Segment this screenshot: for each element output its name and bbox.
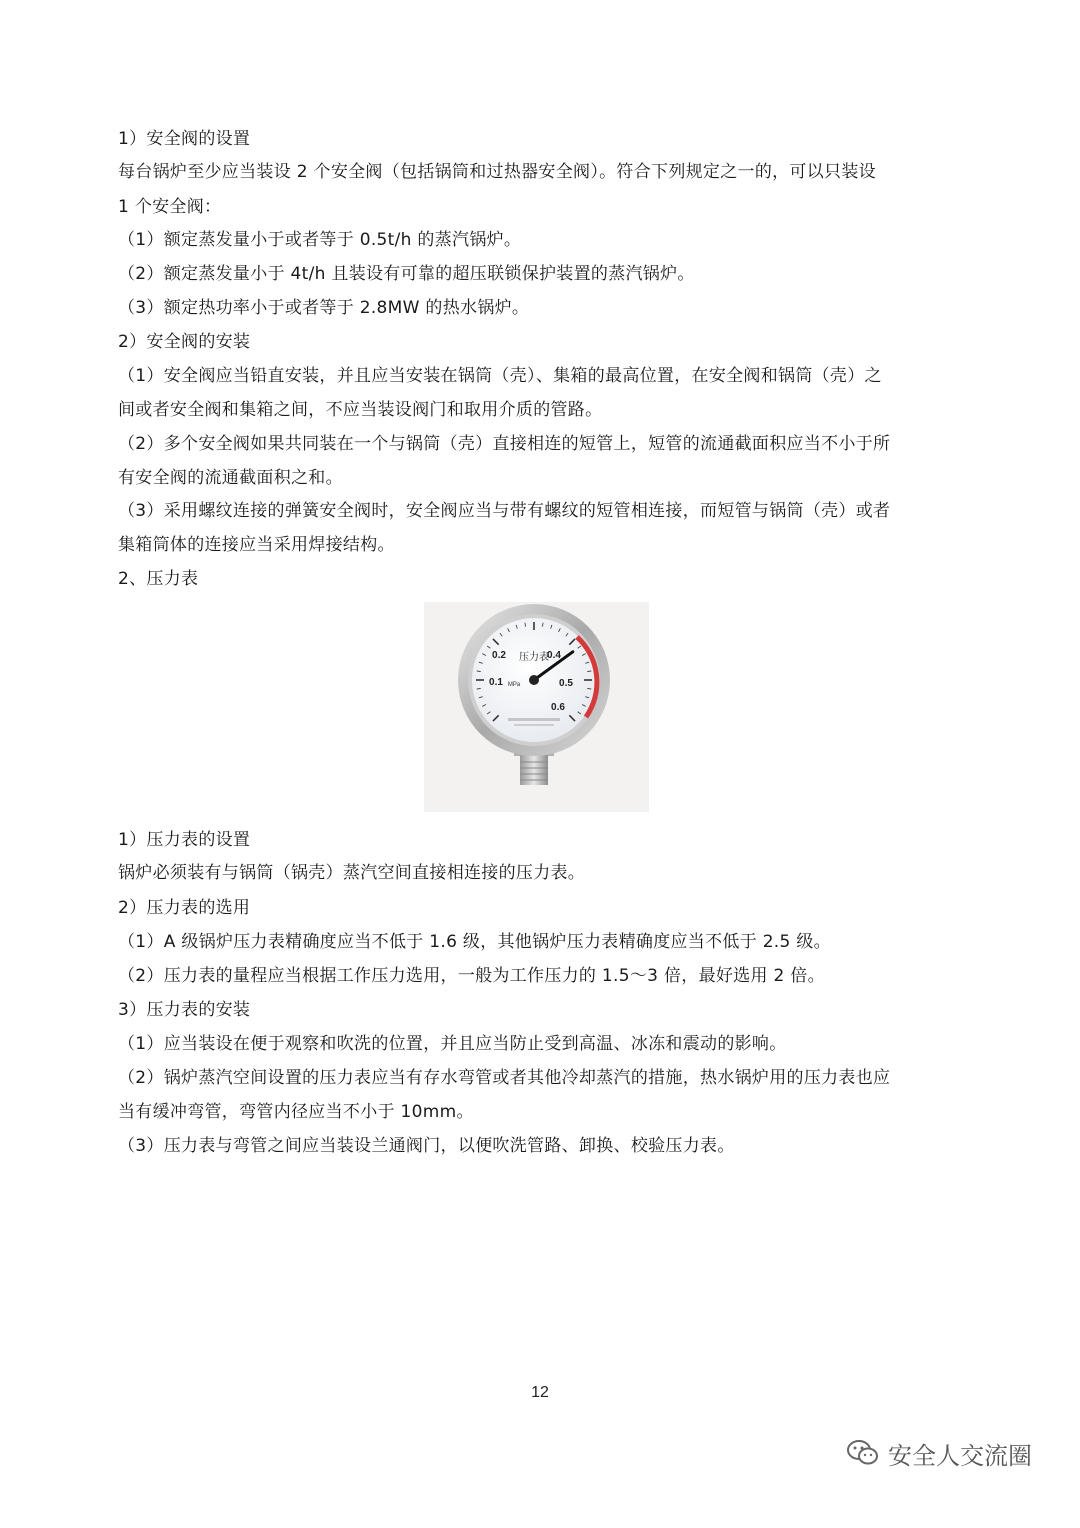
list-item: （1）应当装设在便于观察和吹洗的位置，并且应当防止受到高温、冰冻和震动的影响。 bbox=[118, 1034, 787, 1054]
gauge-tick-label: 0.6 bbox=[551, 702, 565, 713]
list-item: （3）额定热功率小于或者等于 2.8MW 的热水锅炉。 bbox=[118, 298, 530, 318]
heading-safety-valve-setting: 1）安全阀的设置 bbox=[118, 129, 251, 149]
gauge-tick-label: 0.5 bbox=[559, 678, 573, 689]
gauge-title: 压力表 bbox=[519, 652, 549, 663]
heading-gauge-install: 3）压力表的安装 bbox=[118, 1000, 251, 1020]
heading-gauge-selection: 2）压力表的选用 bbox=[118, 898, 251, 918]
list-item: （1）额定蒸发量小于或者等于 0.5t/h 的蒸汽锅炉。 bbox=[118, 230, 522, 250]
paragraph-line: 当有缓冲弯管，弯管内径应当不小于 10mm。 bbox=[118, 1102, 474, 1122]
gauge-tick-label: 0.1 bbox=[489, 677, 503, 688]
pressure-gauge-photo bbox=[424, 602, 649, 812]
list-item: （1）安全阀应当铅直安装，并且应当安装在锅筒（壳）、集箱的最高位置，在安全阀和锅筒（壳）之 bbox=[118, 366, 882, 386]
list-item: （2）额定蒸发量小于 4t/h 且装设有可靠的超压联锁保护装置的蒸汽锅炉。 bbox=[118, 264, 695, 284]
gauge-tick-label: 0.4 bbox=[547, 650, 561, 661]
watermark-text: 安全人交流圈 bbox=[888, 1441, 1032, 1470]
heading-gauge-setting: 1）压力表的设置 bbox=[118, 830, 251, 850]
gauge-unit: MPa bbox=[507, 682, 521, 688]
heading-pressure-gauge: 2、压力表 bbox=[118, 569, 199, 589]
list-item: （3）采用螺纹连接的弹簧安全阀时，安全阀应当与带有螺纹的短管相连接，而短管与锅筒（壳）或者 bbox=[118, 501, 891, 521]
gauge-tick-label: 0.2 bbox=[492, 650, 506, 661]
wechat-icon bbox=[846, 1438, 880, 1468]
list-item: （1）A 级锅炉压力表精确度应当不低于 1.6 级，其他锅炉压力表精确度应当不低于 2.5 级。 bbox=[118, 932, 831, 952]
paragraph-line: 1 个安全阀： bbox=[118, 197, 222, 217]
page-number: 12 bbox=[531, 1384, 549, 1401]
list-item: （2）多个安全阀如果共同装在一个与锅筒（壳）直接相连的短管上，短管的流通截面积应当不小于所 bbox=[118, 434, 891, 454]
paragraph-line: 锅炉必须装有与锅筒（锅壳）蒸汽空间直接相连接的压力表。 bbox=[118, 863, 586, 883]
gauge-hub bbox=[529, 675, 539, 685]
paragraph-line: 每台锅炉至少应当装设 2 个安全阀（包括锅筒和过热器安全阀）。符合下列规定之一的，可以只装设 bbox=[118, 162, 876, 182]
watermark bbox=[846, 1436, 1032, 1470]
heading-safety-valve-install: 2）安全阀的安装 bbox=[118, 332, 251, 352]
paragraph-line: 有安全阀的流通截面积之和。 bbox=[118, 468, 343, 488]
list-item: （2）锅炉蒸汽空间设置的压力表应当有存水弯管或者其他冷却蒸汽的措施，热水锅炉用的压力表也应 bbox=[118, 1068, 891, 1088]
list-item: （3）压力表与弯管之间应当装设兰通阀门，以便吹洗管路、卸换、校验压力表。 bbox=[118, 1136, 735, 1156]
paragraph-line: 集箱筒体的连接应当采用焊接结构。 bbox=[118, 535, 395, 555]
list-item: （2）压力表的量程应当根据工作压力选用，一般为工作压力的 1.5～3 倍，最好选用 2 倍。 bbox=[118, 966, 825, 986]
paragraph-line: 间或者安全阀和集箱之间，不应当装设阀门和取用介质的管路。 bbox=[118, 400, 603, 420]
pressure-gauge-illustration bbox=[424, 602, 649, 812]
